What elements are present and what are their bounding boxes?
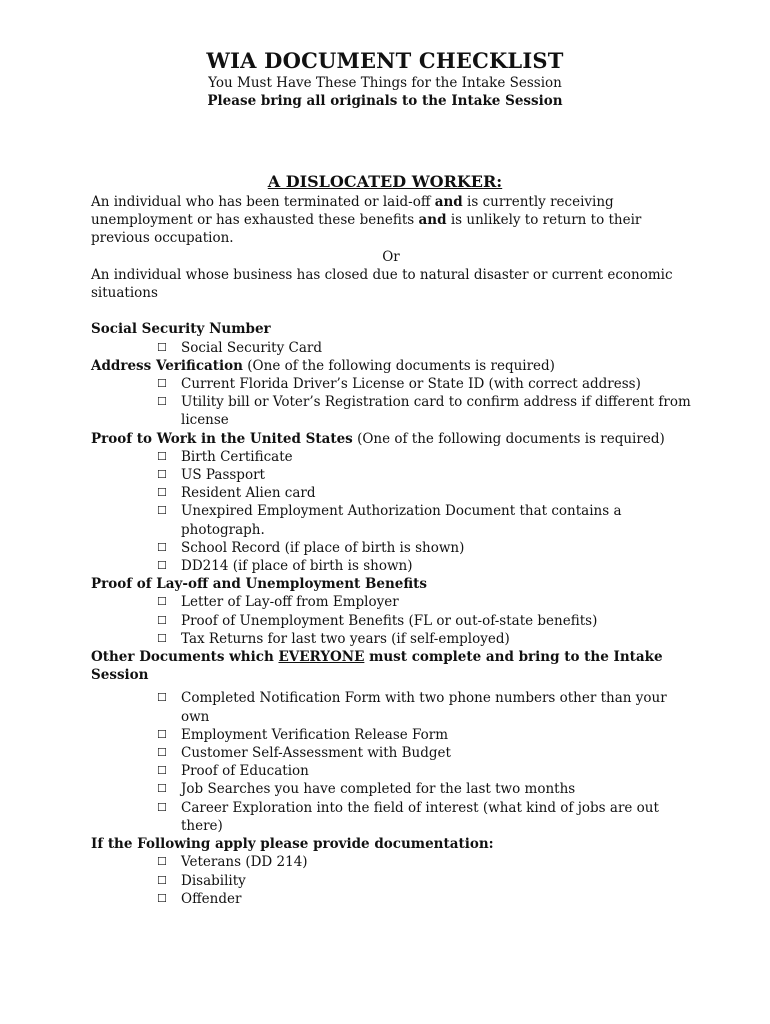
checkbox-icon[interactable]: ☐ — [157, 873, 167, 887]
work-heading-note: (One of the following documents is required) — [352, 430, 665, 447]
checkbox-icon[interactable]: ☐ — [157, 395, 167, 409]
checklist-item-label: Disability — [181, 872, 246, 889]
definition-text-1: An individual who has been terminated or laid-off — [91, 194, 435, 210]
section-heading-apply: If the Following apply please provide documentation: — [91, 836, 494, 853]
checklist-item — [91, 393, 691, 429]
section-heading-ssn: Social Security Number — [91, 321, 271, 338]
checklist-layoff — [91, 593, 691, 648]
checklist-item — [91, 539, 691, 557]
checklist-item-label: Proof of Unemployment Benefits (FL or out-of-state benefits) — [181, 612, 598, 629]
definition-text-2: is currently receiving unemployment or has exhausted these benefits — [91, 194, 614, 229]
checklist-ssn — [91, 339, 691, 357]
checkbox-icon[interactable]: ☐ — [157, 449, 167, 463]
checklist-item — [91, 780, 691, 798]
checkbox-icon[interactable]: ☐ — [157, 504, 167, 518]
checklist-item-label: US Passport — [181, 467, 265, 484]
checklist-item-label: Letter of Lay-off from Employer — [181, 594, 399, 611]
document-subtitle: You Must Have These Things for the Intake Session — [208, 75, 562, 91]
checklist-item-label: Career Exploration into the field of interest (what kind of jobs are out there) — [181, 799, 659, 834]
section-heading-layoff: Proof of Lay-off and Unemployment Benefits — [91, 576, 428, 593]
checkbox-icon[interactable]: ☐ — [157, 540, 167, 554]
checklist-item-label: Utility bill or Voter’s Registration card to confirm address if different from license — [181, 394, 691, 429]
checklist-item-label: Resident Alien card — [181, 485, 316, 502]
checklist-item — [91, 762, 691, 780]
checkbox-icon[interactable]: ☐ — [157, 727, 167, 741]
work-heading-text: Proof to Work in the United States — [91, 430, 353, 447]
checklist-item — [91, 726, 691, 744]
address-heading-note: (One of the following documents is required) — [243, 357, 555, 374]
other-heading-text-1: Other Documents which — [91, 649, 279, 666]
checklist-item — [91, 484, 691, 502]
checklist-item-label: DD214 (if place of birth is shown) — [181, 558, 413, 575]
checklist-item — [91, 799, 691, 835]
checklist-item — [91, 339, 691, 357]
other-heading-emphasis: EVERYONE — [278, 649, 365, 666]
checklist-item — [91, 502, 691, 538]
section-heading-other — [91, 648, 691, 684]
checklist-item-label: Job Searches you have completed for the last two months — [181, 781, 576, 798]
checklist-item-label: Tax Returns for last two years (if self-employed) — [181, 630, 510, 647]
checklist-item — [91, 375, 691, 393]
checklist-item — [91, 890, 691, 908]
checkbox-icon[interactable]: ☐ — [157, 595, 167, 609]
checklist-other — [91, 689, 691, 835]
checklist-item-label: Customer Self-Assessment with Budget — [181, 745, 451, 762]
checkbox-icon[interactable]: ☐ — [157, 468, 167, 482]
document-instruction: Please bring all originals to the Intake Session — [207, 93, 563, 109]
checkbox-icon[interactable]: ☐ — [157, 631, 167, 645]
definition-emphasis-and-1: and — [434, 194, 463, 210]
definition-emphasis-and-2: and — [418, 212, 447, 229]
checklist-item — [91, 593, 691, 611]
checklist-item-label: Birth Certificate — [181, 448, 293, 465]
checklist-item — [91, 466, 691, 484]
address-heading-text: Address Verification — [91, 357, 243, 374]
checkbox-icon[interactable]: ☐ — [157, 486, 167, 500]
definition-paragraph-1 — [91, 193, 691, 248]
checkbox-icon[interactable]: ☐ — [157, 691, 167, 705]
checklist-item-label: Offender — [181, 890, 242, 907]
checklist-item — [91, 448, 691, 466]
checklist-item — [91, 872, 691, 890]
checklist-item-label: School Record (if place of birth is shown) — [181, 539, 465, 556]
section-heading-address — [91, 357, 691, 375]
checkbox-icon[interactable]: ☐ — [157, 746, 167, 760]
checkbox-icon[interactable]: ☐ — [157, 782, 167, 796]
checklist-item — [91, 612, 691, 630]
checklist-item — [91, 853, 691, 871]
definition-or: Or — [382, 248, 400, 265]
checkbox-icon[interactable]: ☐ — [157, 613, 167, 627]
definition-text-3: is unlikely to return to their previous occupation. — [91, 212, 642, 247]
section-heading-work — [91, 430, 691, 448]
dislocated-worker-heading: A DISLOCATED WORKER: — [267, 172, 503, 191]
checklist-item — [91, 689, 691, 725]
definition-paragraph-2: An individual whose business has closed due to natural disaster or current economic situations — [91, 266, 673, 302]
checkbox-icon[interactable]: ☐ — [157, 764, 167, 778]
document-body — [91, 193, 691, 908]
checkbox-icon[interactable]: ☐ — [157, 340, 167, 354]
checklist-item-label: Proof of Education — [181, 763, 309, 780]
checklist-apply — [91, 853, 691, 908]
checklist-item-label: Veterans (DD 214) — [181, 854, 308, 871]
checklist-item — [91, 557, 691, 575]
checklist-item-label: Employment Verification Release Form — [181, 726, 449, 743]
checkbox-icon[interactable]: ☐ — [157, 559, 167, 573]
other-heading-text-2: must complete and bring to the Intake Session — [91, 649, 663, 684]
checkbox-icon[interactable]: ☐ — [157, 800, 167, 814]
checklist-work — [91, 448, 691, 575]
document-title: WIA DOCUMENT CHECKLIST — [206, 48, 564, 73]
checkbox-icon[interactable]: ☐ — [157, 855, 167, 869]
checklist-item-label: Unexpired Employment Authorization Document that contains a photograph. — [181, 503, 622, 538]
checklist-item-label: Current Florida Driver’s License or State ID (with correct address) — [181, 376, 641, 393]
checklist-item-label: Completed Notification Form with two phone numbers other than your own — [181, 690, 667, 725]
checklist-address — [91, 375, 691, 430]
checkbox-icon[interactable]: ☐ — [157, 377, 167, 391]
checklist-item — [91, 630, 691, 648]
checkbox-icon[interactable]: ☐ — [157, 891, 167, 905]
checklist-item — [91, 744, 691, 762]
checklist-item-label: Social Security Card — [181, 339, 322, 356]
